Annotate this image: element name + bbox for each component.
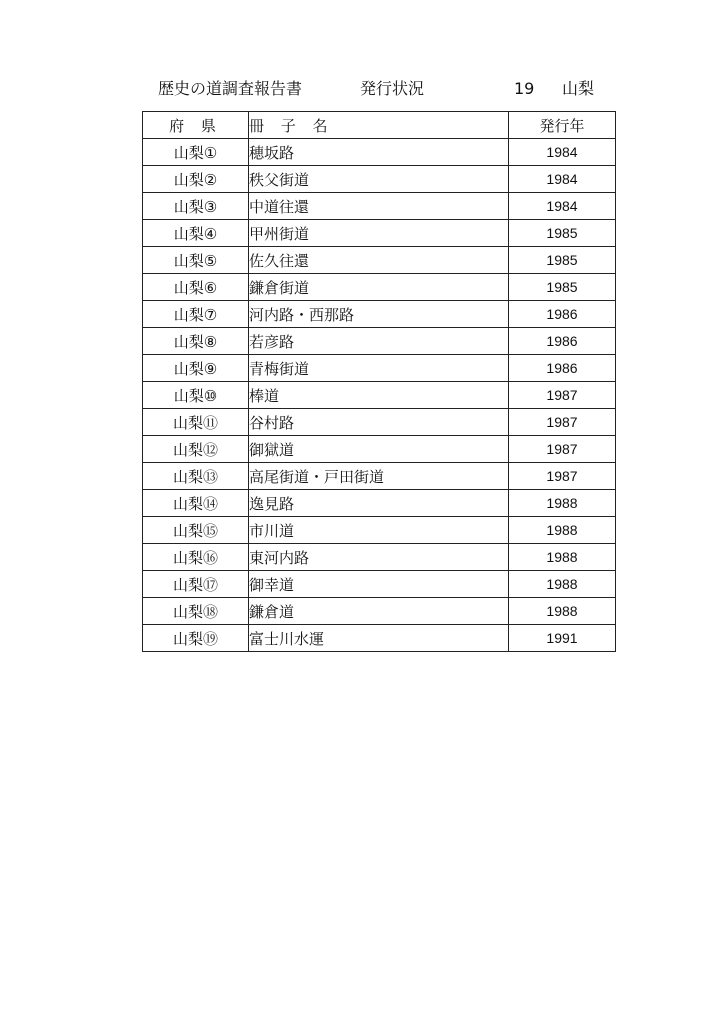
table-row — [143, 436, 616, 463]
cell-prefecture: 山梨④ — [143, 220, 249, 247]
cell-prefecture: 山梨⑲ — [143, 625, 249, 652]
report-table — [142, 111, 616, 652]
cell-booklet-name: 鎌倉道 — [249, 598, 509, 625]
cell-booklet-name: 甲州街道 — [249, 220, 509, 247]
cell-prefecture: 山梨⑧ — [143, 328, 249, 355]
cell-publication-year: 1986 — [509, 328, 616, 355]
table-row — [143, 328, 616, 355]
table-row — [143, 193, 616, 220]
cell-prefecture: 山梨⑯ — [143, 544, 249, 571]
cell-publication-year: 1988 — [509, 571, 616, 598]
table-row — [143, 625, 616, 652]
cell-booklet-name: 逸見路 — [249, 490, 509, 517]
page-subtitle: 発行状況 — [360, 79, 425, 98]
column-header-booklet: 冊 子 名 — [249, 112, 509, 139]
cell-booklet-name: 谷村路 — [249, 409, 509, 436]
cell-booklet-name: 御幸道 — [249, 571, 509, 598]
prefecture-name: 山梨 — [562, 79, 595, 98]
table-row — [143, 544, 616, 571]
cell-publication-year: 1991 — [509, 625, 616, 652]
table-row — [143, 274, 616, 301]
cell-prefecture: 山梨⑱ — [143, 598, 249, 625]
table-row — [143, 220, 616, 247]
cell-prefecture: 山梨⑪ — [143, 409, 249, 436]
cell-publication-year: 1985 — [509, 247, 616, 274]
cell-publication-year: 1987 — [509, 436, 616, 463]
cell-publication-year: 1988 — [509, 544, 616, 571]
cell-prefecture: 山梨① — [143, 139, 249, 166]
table-header-row — [143, 112, 616, 139]
table-row — [143, 517, 616, 544]
column-header-year: 発行年 — [509, 112, 616, 139]
cell-prefecture: 山梨⑥ — [143, 274, 249, 301]
cell-booklet-name: 棒道 — [249, 382, 509, 409]
cell-booklet-name: 御獄道 — [249, 436, 509, 463]
table-row — [143, 247, 616, 274]
table-row — [143, 382, 616, 409]
cell-prefecture: 山梨⑫ — [143, 436, 249, 463]
cell-booklet-name: 穂坂路 — [249, 139, 509, 166]
cell-publication-year: 1984 — [509, 193, 616, 220]
table-row — [143, 139, 616, 166]
cell-publication-year: 1985 — [509, 274, 616, 301]
page-title: 歴史の道調査報告書 — [158, 79, 303, 98]
cell-prefecture: 山梨② — [143, 166, 249, 193]
cell-publication-year: 1987 — [509, 382, 616, 409]
cell-prefecture: 山梨⑮ — [143, 517, 249, 544]
cell-publication-year: 1987 — [509, 463, 616, 490]
cell-publication-year: 1987 — [509, 409, 616, 436]
table-row — [143, 166, 616, 193]
cell-prefecture: 山梨⑰ — [143, 571, 249, 598]
table-row — [143, 301, 616, 328]
cell-booklet-name: 秩父街道 — [249, 166, 509, 193]
cell-booklet-name: 富士川水運 — [249, 625, 509, 652]
cell-publication-year: 1986 — [509, 301, 616, 328]
cell-booklet-name: 高尾街道・戸田街道 — [249, 463, 509, 490]
cell-publication-year: 1985 — [509, 220, 616, 247]
cell-publication-year: 1988 — [509, 598, 616, 625]
cell-prefecture: 山梨⑬ — [143, 463, 249, 490]
cell-booklet-name: 佐久往還 — [249, 247, 509, 274]
table-row — [143, 355, 616, 382]
cell-publication-year: 1986 — [509, 355, 616, 382]
cell-publication-year: 1984 — [509, 166, 616, 193]
cell-publication-year: 1988 — [509, 517, 616, 544]
table-row — [143, 598, 616, 625]
cell-publication-year: 1988 — [509, 490, 616, 517]
cell-prefecture: 山梨⑭ — [143, 490, 249, 517]
cell-booklet-name: 東河内路 — [249, 544, 509, 571]
cell-prefecture: 山梨⑤ — [143, 247, 249, 274]
cell-booklet-name: 若彦路 — [249, 328, 509, 355]
column-header-prefecture: 府 県 — [143, 112, 249, 139]
cell-booklet-name: 市川道 — [249, 517, 509, 544]
cell-prefecture: 山梨⑩ — [143, 382, 249, 409]
cell-booklet-name: 河内路・西那路 — [249, 301, 509, 328]
cell-booklet-name: 青梅街道 — [249, 355, 509, 382]
table-row — [143, 571, 616, 598]
table-row — [143, 490, 616, 517]
table-body — [143, 139, 616, 652]
cell-booklet-name: 鎌倉街道 — [249, 274, 509, 301]
page-header — [158, 76, 618, 102]
cell-booklet-name: 中道往還 — [249, 193, 509, 220]
cell-prefecture: 山梨⑨ — [143, 355, 249, 382]
cell-prefecture: 山梨⑦ — [143, 301, 249, 328]
cell-prefecture: 山梨③ — [143, 193, 249, 220]
table-row — [143, 409, 616, 436]
cell-publication-year: 1984 — [509, 139, 616, 166]
prefecture-number: 19 — [514, 79, 535, 98]
table-row — [143, 463, 616, 490]
